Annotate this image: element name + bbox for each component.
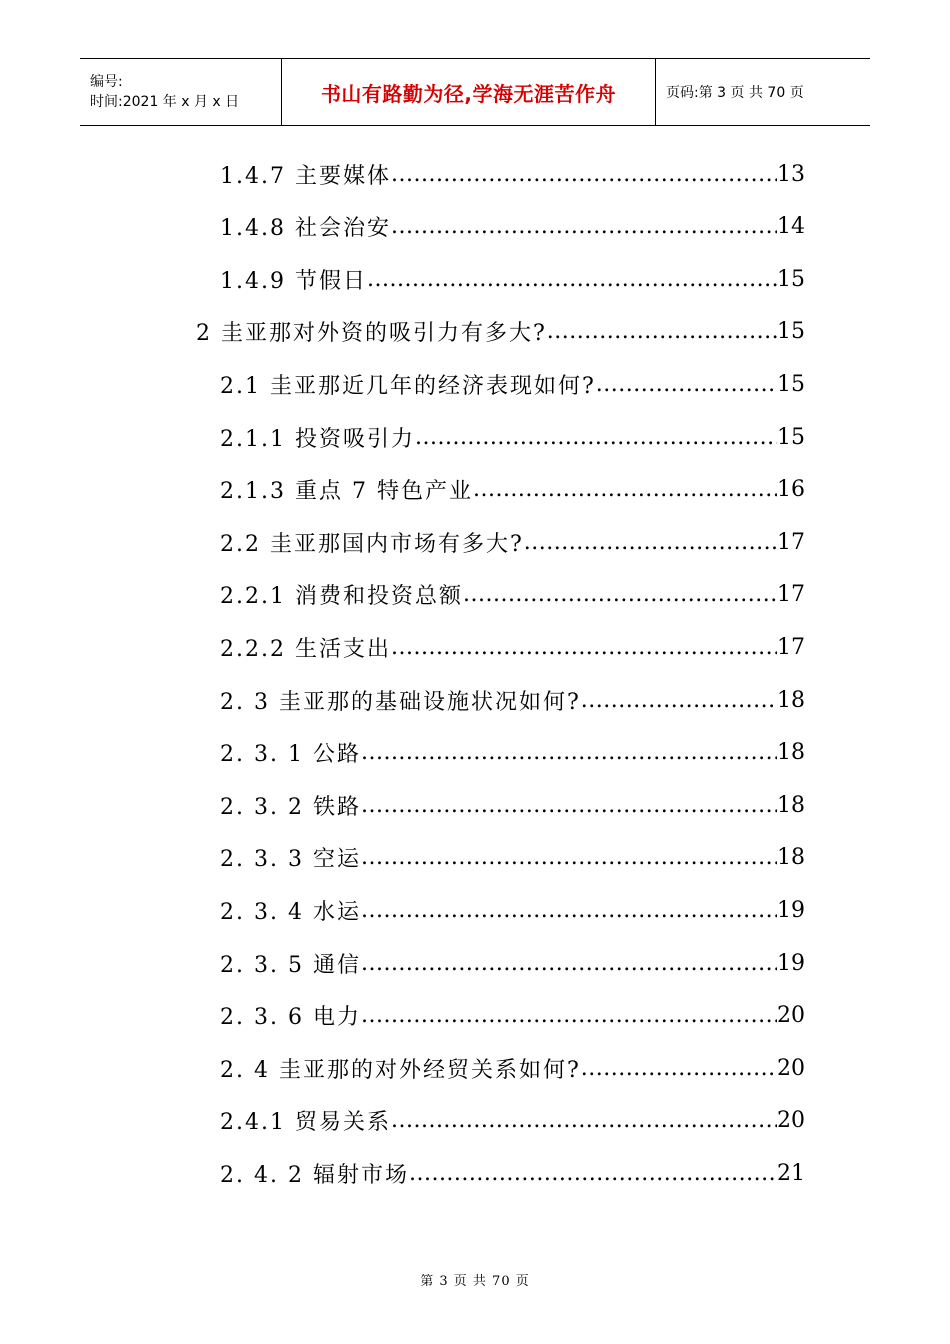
document-number-label: 编号: (90, 74, 123, 90)
toc-leader-dots (391, 635, 777, 660)
toc-entry-title: 2.2.2 生活支出 (220, 636, 391, 662)
toc-entry[interactable] (220, 569, 805, 621)
header-left-cell (80, 59, 282, 125)
toc-entry-page: 17 (777, 582, 805, 608)
header-page-info: 页码:第 3 页 共 70 页 (666, 85, 804, 101)
toc-entry[interactable] (220, 253, 805, 305)
toc-entry-title: 2. 3. 6 电力 (220, 1005, 361, 1031)
toc-entry-title: 2. 3. 3 空运 (220, 847, 361, 873)
toc-entry-title: 2. 3. 2 铁路 (220, 794, 361, 820)
toc-entry-title: 2 圭亚那对外资的吸引力有多大? (196, 321, 547, 347)
toc-entry-title: 2.1.1 投资吸引力 (220, 426, 415, 452)
toc-entry-page: 18 (777, 845, 805, 871)
toc-entry-page: 15 (777, 266, 805, 292)
toc-entry-page: 20 (777, 1108, 805, 1134)
toc-entry-page: 15 (777, 371, 805, 397)
toc-leader-dots (596, 372, 777, 397)
toc-entry[interactable] (220, 411, 805, 463)
toc-entry-page: 15 (777, 424, 805, 450)
toc-entry-page: 16 (777, 477, 805, 503)
toc-leader-dots (391, 214, 777, 239)
toc-entry-page: 17 (777, 634, 805, 660)
toc-leader-dots (547, 319, 777, 344)
toc-entry-title: 2.2.1 消费和投资总额 (220, 584, 463, 610)
header-motto: 书山有路勤为径,学海无涯苦作舟 (320, 81, 617, 106)
toc-entry[interactable] (220, 464, 805, 516)
toc-leader-dots (361, 898, 777, 923)
page-header (80, 58, 870, 126)
page-footer: 第 3 页 共 70 页 (420, 1274, 530, 1289)
toc-entry-page: 18 (777, 792, 805, 818)
toc-entry[interactable] (220, 1042, 805, 1094)
document-date: 时间:2021 年 x 月 x 日 (90, 94, 240, 110)
toc-entry-page: 20 (777, 1003, 805, 1029)
toc-entry-title: 2.4.1 贸易关系 (220, 1110, 391, 1136)
toc-entry[interactable] (196, 306, 805, 358)
toc-entry[interactable] (220, 990, 805, 1042)
toc-leader-dots (361, 793, 777, 818)
toc-entry[interactable] (220, 1095, 805, 1147)
toc-entry-page: 18 (777, 740, 805, 766)
toc-leader-dots (463, 582, 777, 607)
toc-entry-page: 13 (777, 161, 805, 187)
toc-leader-dots (391, 162, 777, 187)
toc-entry-title: 2. 3. 1 公路 (220, 742, 361, 768)
toc-entry-title: 1.4.7 主要媒体 (220, 163, 391, 189)
toc-entry[interactable] (220, 358, 805, 410)
toc-entry-page: 15 (777, 319, 805, 345)
toc-entry-page: 21 (777, 1160, 805, 1186)
toc-entry-title: 2. 4. 2 辐射市场 (220, 1162, 409, 1188)
toc-leader-dots (367, 267, 777, 292)
toc-leader-dots (524, 530, 777, 555)
toc-leader-dots (361, 1003, 777, 1028)
toc-leader-dots (361, 740, 777, 765)
header-page-cell (656, 59, 870, 125)
toc-entry-title: 2. 3 圭亚那的基础设施状况如何? (220, 689, 581, 715)
toc-entry-page: 14 (777, 214, 805, 240)
toc-entry-title: 2. 4 圭亚那的对外经贸关系如何? (220, 1057, 581, 1083)
toc-entry-title: 1.4.8 社会治安 (220, 216, 391, 242)
toc-entry-page: 20 (777, 1055, 805, 1081)
header-motto-cell (282, 59, 656, 125)
toc-entry-title: 2. 3. 5 通信 (220, 952, 361, 978)
toc-entry[interactable] (220, 884, 805, 936)
toc-entry[interactable] (220, 621, 805, 673)
toc-entry[interactable] (220, 1147, 805, 1199)
toc-leader-dots (361, 845, 777, 870)
toc-leader-dots (415, 425, 777, 450)
toc-entry-title: 2. 3. 4 水运 (220, 899, 361, 925)
toc-entry-page: 17 (777, 529, 805, 555)
toc-entry[interactable] (220, 779, 805, 831)
toc-leader-dots (361, 951, 777, 976)
toc-leader-dots (581, 688, 777, 713)
toc-entry[interactable] (220, 832, 805, 884)
toc-entry[interactable] (220, 201, 805, 253)
toc-entry-title: 2.1 圭亚那近几年的经济表现如何? (220, 373, 596, 399)
toc-leader-dots (391, 1108, 777, 1133)
toc-entry-title: 2.1.3 重点 7 特色产业 (220, 479, 473, 505)
toc-leader-dots (409, 1161, 777, 1186)
toc-entry-title: 2.2 圭亚那国内市场有多大? (220, 531, 524, 557)
toc-entry[interactable] (220, 674, 805, 726)
toc-entry[interactable] (220, 937, 805, 989)
toc-leader-dots (473, 477, 777, 502)
toc-entry-page: 19 (777, 897, 805, 923)
toc-entry[interactable] (220, 148, 805, 200)
toc-leader-dots (581, 1056, 777, 1081)
toc-entry[interactable] (220, 727, 805, 779)
toc-entry-title: 1.4.9 节假日 (220, 268, 367, 294)
toc-entry-page: 19 (777, 950, 805, 976)
toc-entry-page: 18 (777, 687, 805, 713)
toc-entry[interactable] (220, 516, 805, 568)
